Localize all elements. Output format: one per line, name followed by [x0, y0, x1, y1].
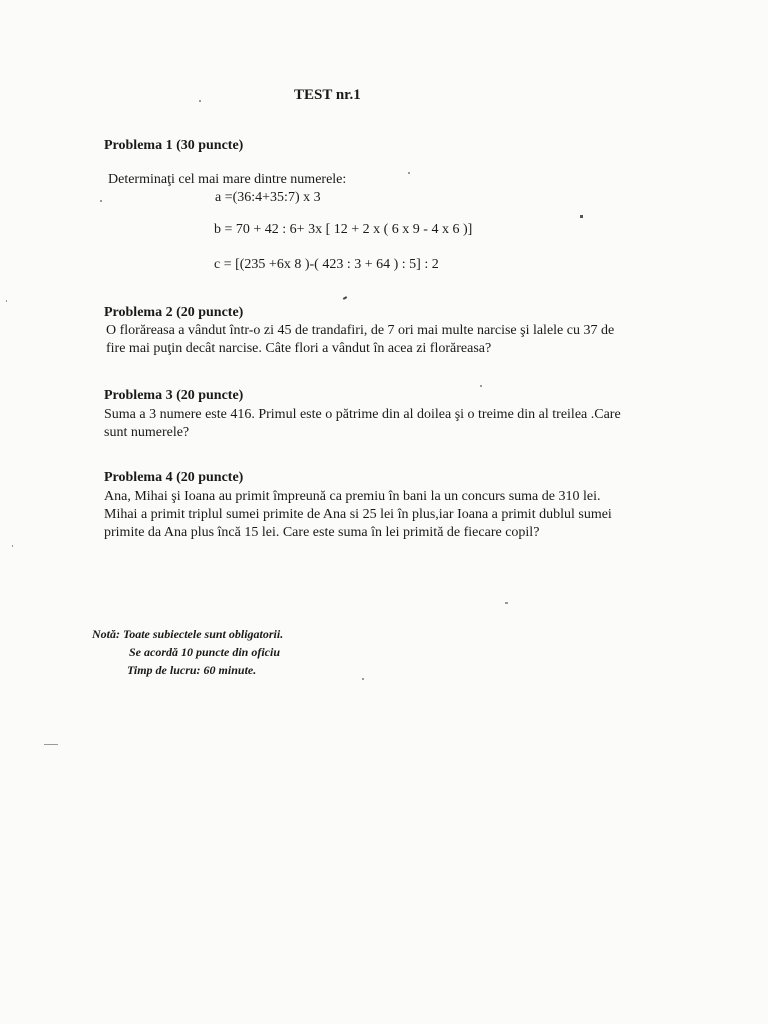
expression-a: a =(36:4+35:7) x 3 [215, 190, 321, 205]
note-line: Se acordă 10 puncte din oficiu [129, 645, 281, 659]
scan-speck [362, 678, 364, 680]
note-line: Notă: Toate subiectele sunt obligatorii. [92, 627, 284, 641]
expression-c: c = [(235 +6x 8 )-( 423 : 3 + 64 ) : 5] : 2 [214, 257, 439, 272]
note-line: Timp de lucru: 60 minute. [127, 663, 257, 677]
scan-speck [505, 602, 508, 604]
problem-4-heading: Problema 4 (20 puncte) [104, 470, 244, 485]
scan-speck [343, 296, 347, 300]
problem-2-heading: Problema 2 (20 puncte) [104, 305, 244, 320]
scan-speck [199, 100, 201, 102]
scan-speck [12, 545, 13, 547]
problem-4-line: primite da Ana plus încă 15 lei. Care este suma în lei primită de fiecare copil? [104, 525, 540, 540]
scan-speck [6, 300, 7, 302]
scan-speck [480, 385, 482, 387]
document-title: TEST nr.1 [294, 87, 361, 103]
scan-speck [100, 200, 102, 202]
problem-2-line: O florăreasa a vândut într-o zi 45 de trandafiri, de 7 ori mai multe narcise şi lalele cu 37 de [106, 323, 615, 338]
scan-speck [44, 744, 58, 745]
problem-1-intro: Determinaţi cel mai mare dintre numerele: [108, 172, 347, 187]
problem-4-line: Ana, Mihai şi Ioana au primit împreună ca premiu în bani la un concurs suma de 310 lei. [104, 489, 601, 504]
problem-3-line: sunt numerele? [104, 425, 190, 440]
problem-3-heading: Problema 3 (20 puncte) [104, 388, 244, 403]
scan-speck [408, 172, 410, 174]
expression-b: b = 70 + 42 : 6+ 3x [ 12 + 2 x ( 6 x 9 - 4 x 6 )] [214, 222, 473, 237]
problem-1-heading: Problema 1 (30 puncte) [104, 138, 244, 153]
problem-3-line: Suma a 3 numere este 416. Primul este o pătrime din al doilea şi o treime din al treilea .Care [104, 407, 621, 422]
problem-4-line: Mihai a primit triplul sumei primite de Ana si 25 lei în plus,iar Ioana a primit dublul sumei [104, 507, 612, 522]
problem-2-line: fire mai puţin decât narcise. Câte flori a vândut în acea zi florăreasa? [106, 341, 492, 356]
scan-speck [580, 215, 583, 218]
